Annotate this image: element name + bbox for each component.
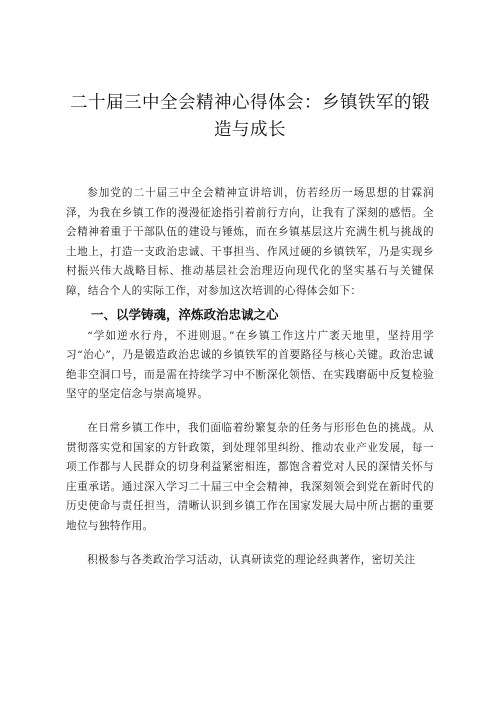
body-paragraph: “学如逆水行舟，不进则退。”在乡镇工作这片广袤天地里，坚持用学习“治心”，乃是锻造政治忠诚的乡镇铁军的首要路径与核心关键。政治忠诚绝非空洞口号，而是需在持续学习中不断深化领悟、在实践磨砺中反复检验坚守的坚定信念与崇高境界。 — [66, 329, 434, 401]
document-body — [66, 184, 434, 570]
body-paragraph: 在日常乡镇工作中，我们面临着纷繁复杂的任务与形形色色的挑战。从贯彻落实党和国家的方针政策，到处理邻里纠纷、推动农业产业发展，每一项工作都与人民群众的切身利益紧密相连，都饱含着党对人民的深情关怀与庄重承诺。通过深入学习二十届三中全会精神，我深刻领会到党在新时代的历史使命与责任担当，清晰认识到乡镇工作在国家发展大局中所占据的重要地位与独特作用。 — [66, 421, 434, 532]
body-paragraph: 积极参与各类政治学习活动，认真研读党的理论经典著作，密切关注 — [87, 553, 416, 566]
intro-paragraph: 参加党的二十届三中全会精神宣讲培训，仿若经历一场思想的甘霖润泽，为我在乡镇工作的漫漫征途指引着前行方向，让我有了深刻的感悟。全会精神着重于干部队伍的建设与锤炼，而在乡镇基层这片充满生机与挑战的土地上，打造一支政治忠诚、干事担当、作风过硬的乡镇铁军，乃是实现乡村振兴伟大战略目标、推动基层社会治理迈向现代化的坚实基石与关键保障，结合个人的实际工作，对参加这次培训的心得体会如下： — [66, 187, 434, 297]
section-heading: 一、以学铸魂，淬炼政治忠诚之心 — [91, 306, 279, 322]
document-title: 二十届三中全会精神心得体会：乡镇铁军的锻造与成长 — [70, 93, 430, 140]
